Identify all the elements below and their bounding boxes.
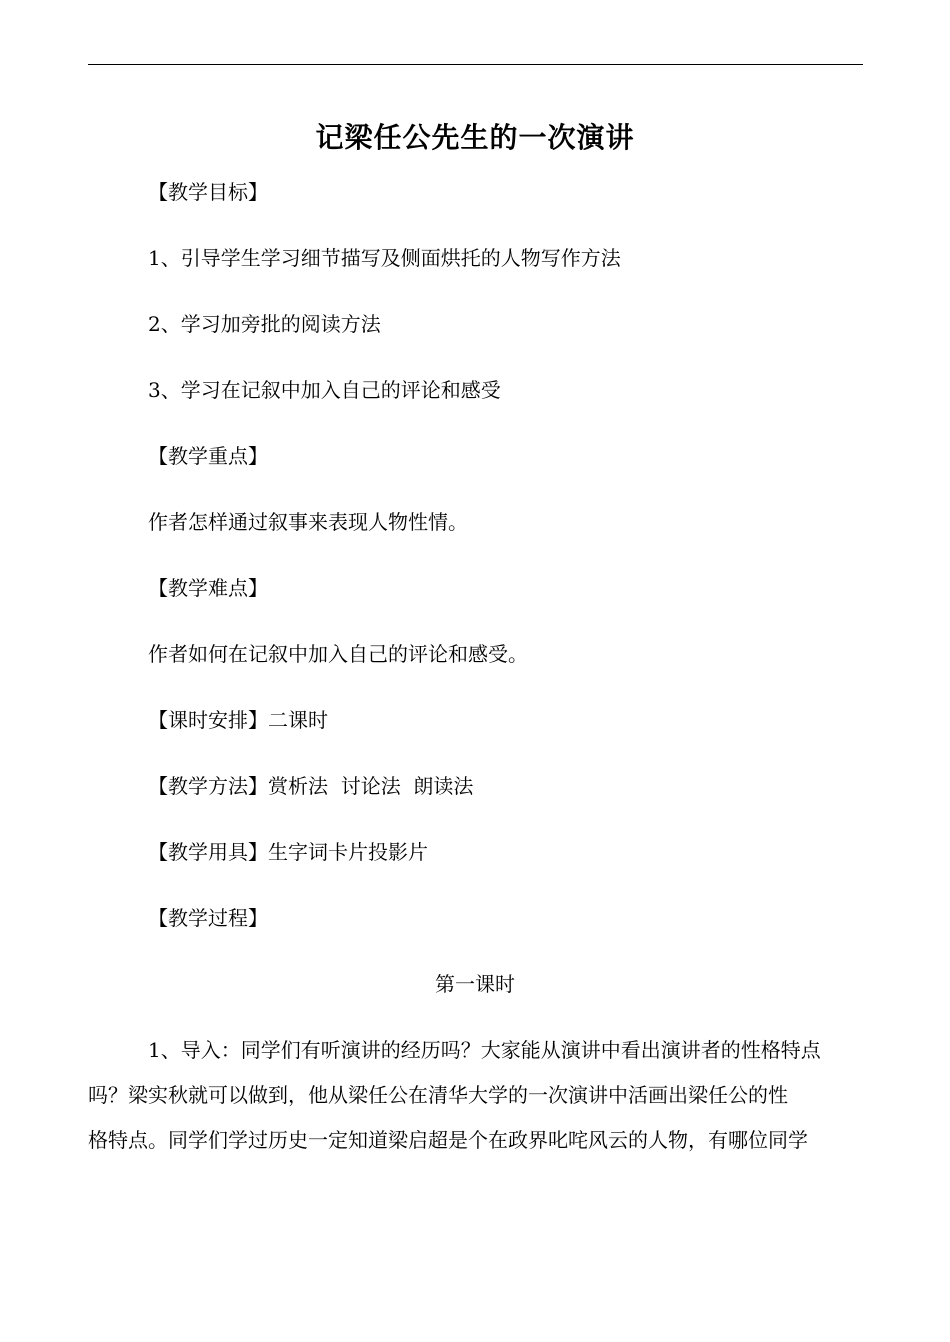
key-points-text: 作者怎样通过叙事来表现人物性情。: [148, 510, 468, 534]
objectives-heading: 【教学目标】: [148, 180, 268, 204]
intro-line-2: 吗？梁实秋就可以做到，他从梁任公在清华大学的一次演讲中活画出梁任公的性: [88, 1083, 788, 1107]
objective-item-1: 1、引导学生学习细节描写及侧面烘托的人物写作方法: [148, 246, 621, 270]
lesson-heading: 第一课时: [435, 972, 515, 996]
intro-line-1: 1、导入：同学们有听演讲的经历吗？大家能从演讲中看出演讲者的性格特点: [148, 1038, 821, 1062]
schedule-line: 【课时安排】二课时: [148, 708, 328, 732]
header-rule: [88, 64, 863, 65]
process-heading: 【教学过程】: [148, 906, 268, 930]
methods-line: 【教学方法】赏析法 讨论法 朗读法: [148, 774, 474, 798]
intro-line-3: 格特点。同学们学过历史一定知道梁启超是个在政界叱咤风云的人物，有哪位同学: [88, 1128, 808, 1152]
document-title: 记梁任公先生的一次演讲: [315, 121, 635, 154]
difficulties-heading: 【教学难点】: [148, 576, 268, 600]
objective-item-3: 3、学习在记叙中加入自己的评论和感受: [148, 378, 501, 402]
objective-item-2: 2、学习加旁批的阅读方法: [148, 312, 381, 336]
key-points-heading: 【教学重点】: [148, 444, 268, 468]
intro-paragraph: [88, 1036, 864, 1152]
difficulties-text: 作者如何在记叙中加入自己的评论和感受。: [148, 642, 528, 666]
tools-line: 【教学用具】生字词卡片投影片: [148, 840, 428, 864]
